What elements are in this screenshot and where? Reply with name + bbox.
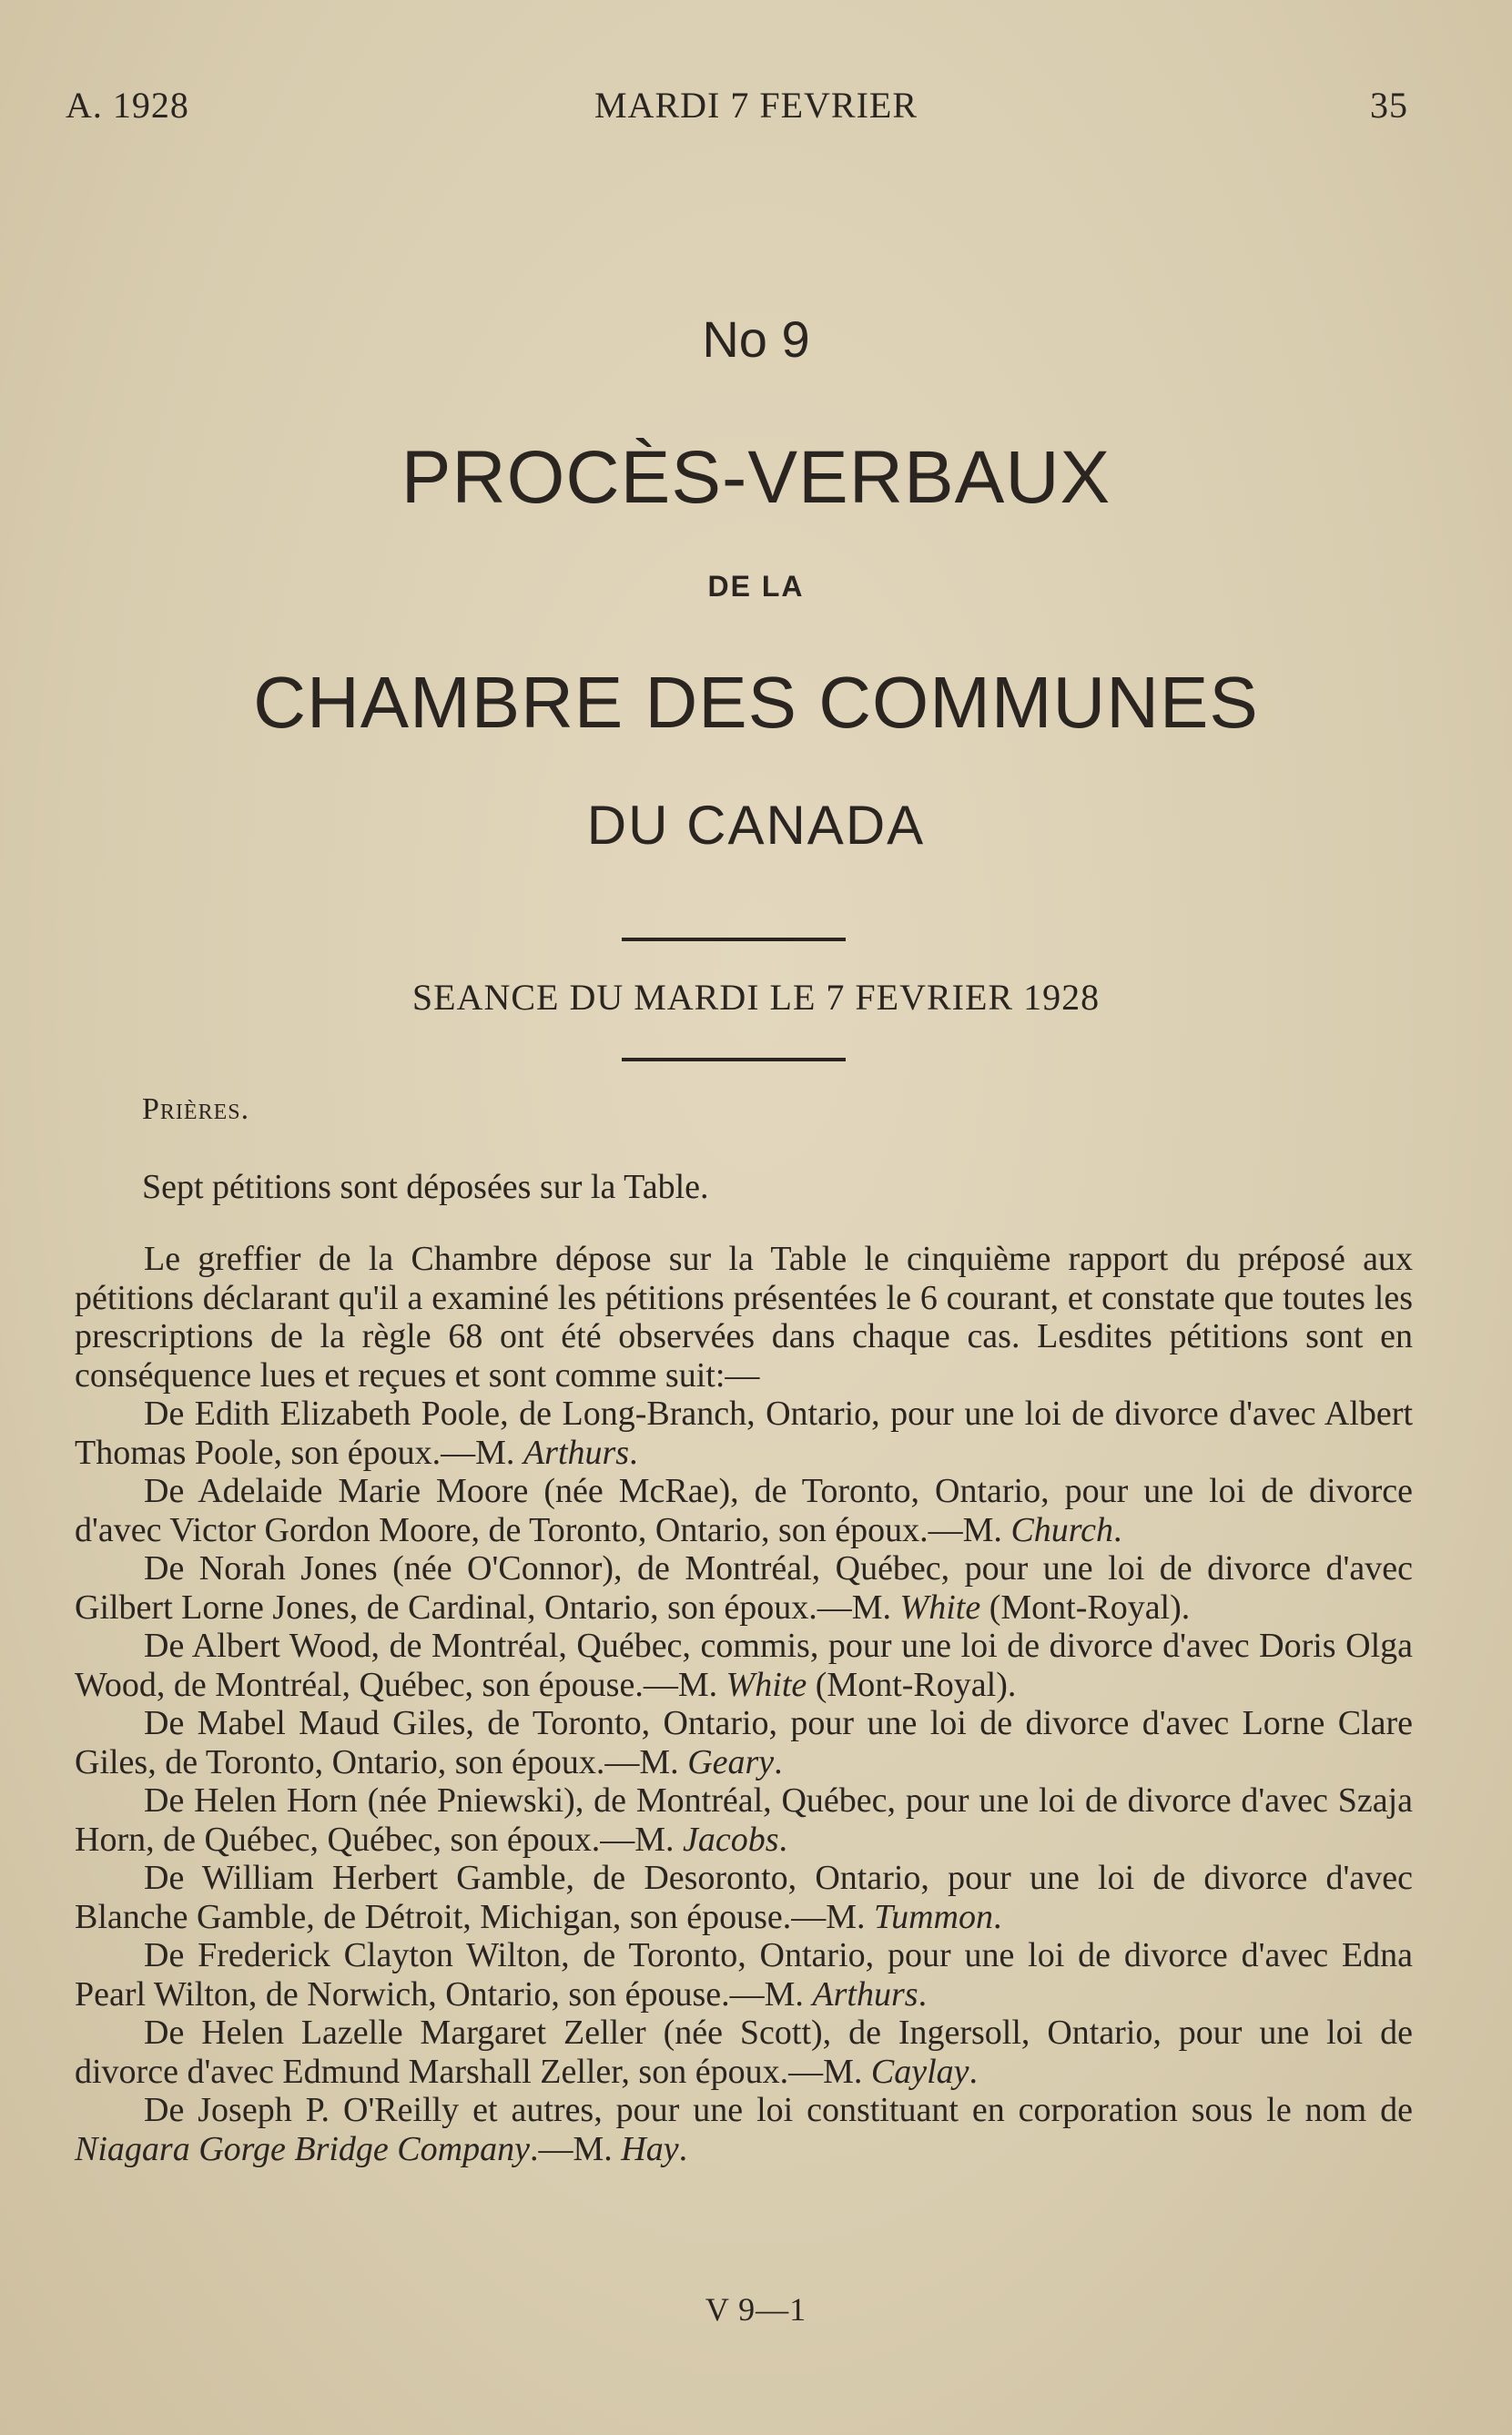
member-name: White (726, 1665, 807, 1704)
prayers-label: Prières. (142, 1092, 250, 1126)
member-name: White (899, 1588, 981, 1627)
petitions-note: Sept pétitions sont déposées sur la Table. (142, 1168, 709, 1206)
member-name: Tummon (874, 1897, 993, 1936)
petition-item: De Norah Jones (née O'Connor), de Montréal, Québec, pour une loi de divorce d'avec Gilbert Lorne Jones, de Cardinal, Ontario, son époux.—M. White (Mont-Royal). (75, 1549, 1413, 1627)
petition-item: De Albert Wood, de Montréal, Québec, commis, pour une loi de divorce d'avec Doris Olga Wood, de Montréal, Québec, son épouse.—M. White (Mont-Royal). (75, 1627, 1413, 1704)
petition-item: De Frederick Clayton Wilton, de Toronto, Ontario, pour une loi de divorce d'avec Edna Pearl Wilton, de Norwich, Ontario, son épouse.—M. Arthurs. (75, 1936, 1413, 2014)
petition-item: De Mabel Maud Giles, de Toronto, Ontario, pour une loi de divorce d'avec Lorne Clare Giles, de Toronto, Ontario, son époux.—M. Geary. (75, 1704, 1413, 1781)
signature-mark: V 9—1 (705, 2291, 807, 2328)
main-text (75, 1240, 1413, 2168)
page-number: 35 (1370, 85, 1408, 126)
member-name: Arthurs (523, 1433, 630, 1472)
petition-item: De Helen Lazelle Margaret Zeller (née Scott), de Ingersoll, Ontario, pour une loi de divorce d'avec Edmund Marshall Zeller, son époux.—M. Caylay. (75, 2014, 1413, 2091)
title-connector: DE LA (707, 570, 805, 603)
member-name: Hay (621, 2129, 679, 2168)
petition-list (75, 1395, 1413, 2168)
member-name: Jacobs (683, 1820, 779, 1859)
issue-number: No 9 (702, 310, 810, 368)
page-title: PROCÈS-VERBAUX (401, 436, 1111, 519)
company-name: Niagara Gorge Bridge Company (75, 2129, 530, 2168)
petition-item: De Joseph P. O'Reilly et autres, pour une loi constituant en corporation sous le nom de Niagara Gorge Bridge Company.—M. Hay. (75, 2091, 1413, 2168)
chamber-title: CHAMBRE DES COMMUNES (253, 662, 1259, 743)
petition-item: De Helen Horn (née Pniewski), de Montréal, Québec, pour une loi de divorce d'avec Szaja Horn, de Québec, Québec, son époux.—M. Jacobs. (75, 1781, 1413, 1859)
country-title: DU CANADA (586, 795, 926, 856)
divider-bottom (622, 1058, 846, 1061)
member-name: Caylay (870, 2052, 969, 2091)
header-year: A. 1928 (66, 85, 189, 126)
header-date: MARDI 7 FEVRIER (594, 85, 918, 126)
member-name: Arthurs (812, 1974, 918, 2014)
divider-top (622, 938, 846, 941)
petition-item: De William Herbert Gamble, de Desoronto, Ontario, pour une loi de divorce d'avec Blanche Gamble, de Détroit, Michigan, son épouse.—M. Tummon. (75, 1859, 1413, 1936)
intro-paragraph: Le greffier de la Chambre dépose sur la Table le cinquième rapport du préposé aux pétitions déclarant qu'il a examiné les pétitions présentées le 6 courant, et constate que toutes les prescriptions de la règle 68 ont été observées dans chaque cas. Lesdites pétitions sont en conséquence lues et reçues et sont comme suit:— (75, 1240, 1413, 1395)
running-header (0, 84, 1512, 129)
member-name: Church (1010, 1510, 1114, 1549)
member-name: Geary (687, 1742, 775, 1781)
sitting-heading: SEANCE DU MARDI LE 7 FEVRIER 1928 (411, 977, 1101, 1018)
petition-item: De Edith Elizabeth Poole, de Long-Branch, Ontario, pour une loi de divorce d'avec Albert Thomas Poole, son époux.—M. Arthurs. (75, 1395, 1413, 1472)
petition-item: De Adelaide Marie Moore (née McRae), de Toronto, Ontario, pour une loi de divorce d'avec Victor Gordon Moore, de Toronto, Ontario, son époux.—M. Church. (75, 1472, 1413, 1549)
